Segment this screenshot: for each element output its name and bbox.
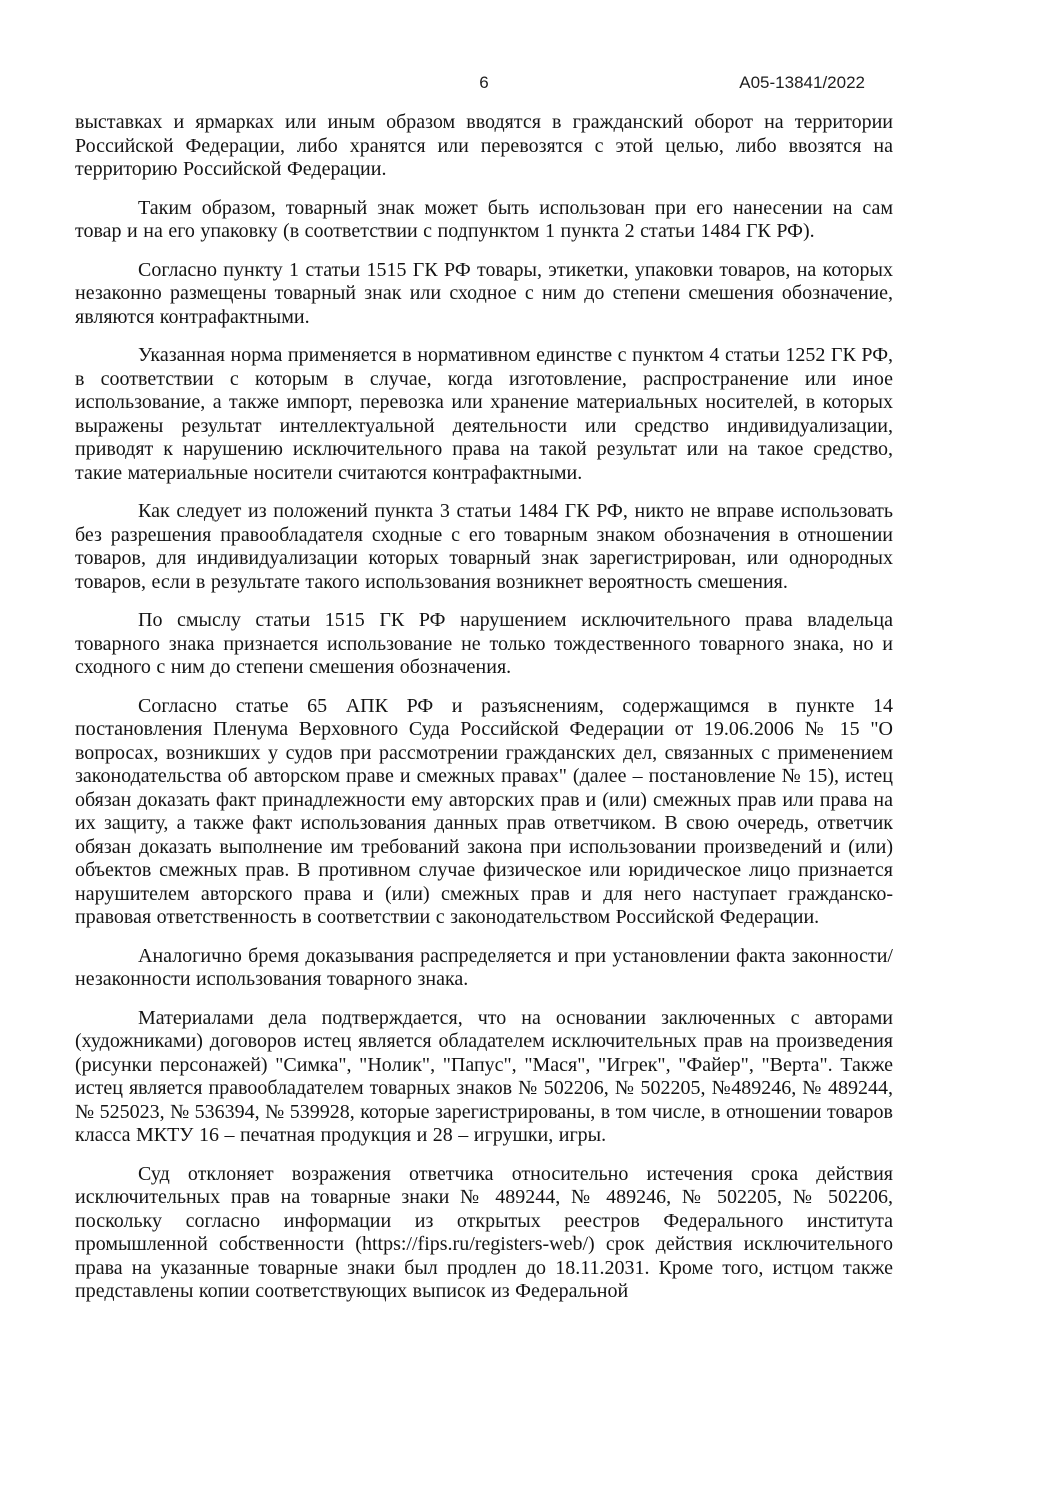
paragraph-continuation: выставках и ярмарках или иным образом вводятся в гражданский оборот на территории Российской Федерации, либо хранятся или перевозятся с этой целью, либо ввозятся на территорию Российской Федерации. [75, 111, 893, 180]
paragraph: По смыслу статьи 1515 ГК РФ нарушением исключительного права владельца товарного знака признается использование не только тождественного товарного знака, но и сходного с ним до степени смешения обозначения. [75, 609, 893, 678]
page-number: 6 [479, 73, 489, 92]
paragraph: Материалами дела подтверждается, что на основании заключенных с авторами (художниками) договоров истец является обладателем исключительных прав на произведения (рисунки персонажей) "Симка", "Нолик", "Папус", "Мася", "Игрек", "Файер", "Верта". Также истец является правообладателем товарных знаков № 502206, № 502205, №489246, № 489244, № 525023, № 536394, № 539928, которые зарегистрированы, в том числе, в отношении товаров класса МКТУ 16 – печатная продукция и 28 – игрушки, игры. [75, 1006, 893, 1146]
document-body [75, 111, 893, 1304]
paragraph: Как следует из положений пункта 3 статьи 1484 ГК РФ, никто не вправе использовать без разрешения правообладателя сходные с его товарным знаком обозначения в отношении товаров, для индивидуализации которых товарный знак зарегистрирован, или однородных товаров, если в результате такого использования возникнет вероятность смешения. [75, 500, 893, 593]
paragraph: Аналогично бремя доказывания распределяется и при установлении факта законности/незаконности использования товарного знака. [75, 944, 893, 990]
paragraph: Согласно статье 65 АПК РФ и разъяснениям, содержащимся в пункте 14 постановления Пленума Верховного Суда Российской Федерации от 19.06.2006 № 15 "О вопросах, возникших у судов при рассмотрении гражданских дел, связанных с применением законодательства об авторском праве и смежных правах" (далее – постановление № 15), истец обязан доказать факт принадлежности ему авторских прав и (или) смежных прав или права на их защиту, а также факт использования данных прав ответчиком. В свою очередь, ответчик обязан доказать выполнение им требований закона при использовании произведений и (или) объектов смежных прав. В противном случае физическое или юридическое лицо признается нарушителем авторского права и (или) смежных прав и для него наступает гражданско-правовая ответственность в соответствии с законодательством Российской Федерации. [75, 694, 893, 928]
paragraph: Суд отклоняет возражения ответчика относительно истечения срока действия исключительных прав на товарные знаки № 489244, № 489246, № 502205, № 502206, поскольку согласно информации из открытых реестров Федерального института промышленной собственности (https://fips.ru/registers-web/) срок действия исключительного права на указанные товарные знаки был продлен до 18.11.2031. Кроме того, истцом также представлены копии соответствующих выписок из Федеральной [75, 1162, 893, 1302]
paragraph: Согласно пункту 1 статьи 1515 ГК РФ товары, этикетки, упаковки товаров, на которых незаконно размещены товарный знак или сходное с ним до степени смешения обозначение, являются контрафактными. [75, 258, 893, 328]
paragraph: Указанная норма применяется в нормативном единстве с пунктом 4 статьи 1252 ГК РФ, в соответствии с которым в случае, когда изготовление, распространение или иное использование, а также импорт, перевозка или хранение материальных носителей, в которых выражены результат интеллектуальной деятельности или средство индивидуализации, приводят к нарушению исключительного права на такой результат или на такое средство, такие материальные носители считаются контрафактными. [75, 344, 893, 484]
paragraph: Таким образом, товарный знак может быть использован при его нанесении на сам товар и на его упаковку (в соответствии с подпунктом 1 пункта 2 статьи 1484 ГК РФ). [75, 196, 893, 242]
page-header [75, 73, 893, 93]
case-number: А05-13841/2022 [739, 73, 865, 92]
